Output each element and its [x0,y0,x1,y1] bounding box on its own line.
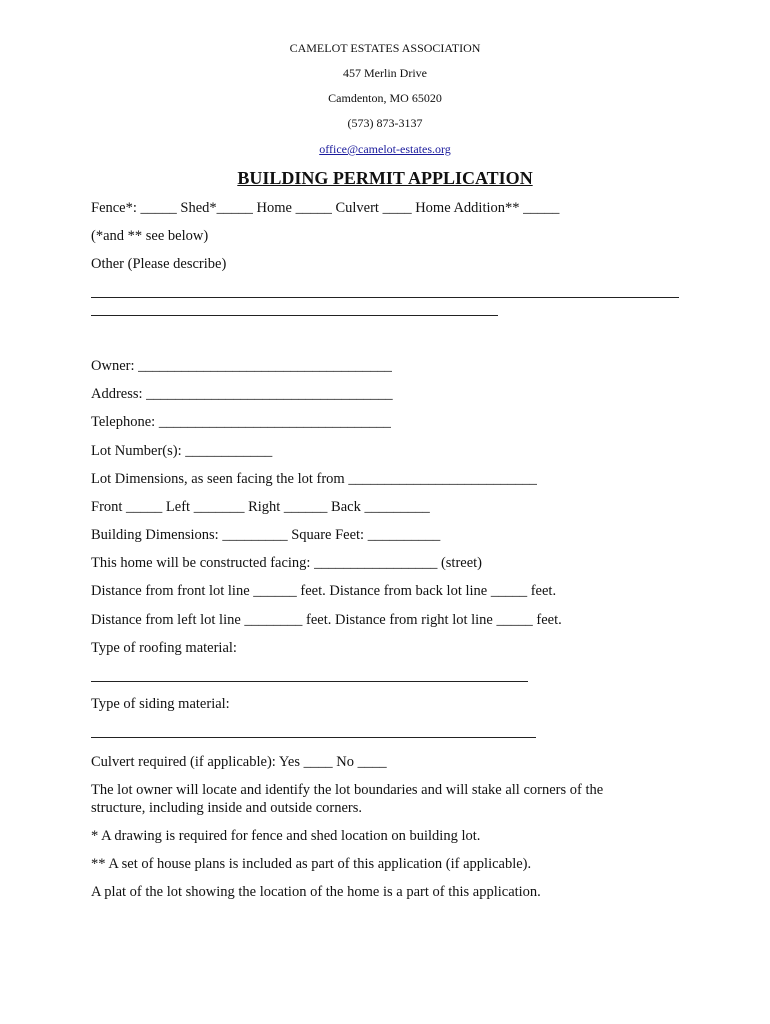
plat-note: A plat of the lot showing the location of the home is a part of this application. [91,884,541,900]
distance-front-back-field[interactable]: Distance from front lot line ______ feet. Distance from back lot line _____ feet. [91,583,557,599]
org-name: CAMELOT ESTATES ASSOCIATION [289,41,481,55]
org-phone: (573) 873-3137 [347,116,423,130]
stake-note: The lot owner will locate and identify the lot boundaries and will stake all corners of the structure, including inside and outside corners. [91,782,604,816]
roofing-material-line[interactable] [91,681,528,682]
distance-left-right-field[interactable]: Distance from left lot line ________ feet. Distance from right lot line _____ feet. [91,612,562,628]
siding-label: Type of siding material: [91,696,230,712]
other-description-line-2[interactable] [91,315,498,316]
telephone-field[interactable]: Telephone: ________________________________ [91,414,391,430]
see-below-note: (*and ** see below) [91,228,209,244]
lot-dimensions-field[interactable]: Lot Dimensions, as seen facing the lot from __________________________ [91,471,537,487]
siding-material-line[interactable] [91,737,536,738]
org-street: 457 Merlin Drive [343,66,427,80]
plans-note: ** A set of house plans is included as part of this application (if applicable). [91,856,532,872]
building-dimensions-field[interactable]: Building Dimensions: _________ Square Feet: __________ [91,527,441,543]
org-email-link[interactable]: office@camelot-estates.org [319,142,451,156]
form-title: BUILDING PERMIT APPLICATION [237,168,533,188]
lot-number-field[interactable]: Lot Number(s): ____________ [91,443,273,459]
owner-field[interactable]: Owner: ___________________________________ [91,358,392,374]
other-label: Other (Please describe) [91,256,227,272]
roofing-label: Type of roofing material: [91,640,237,656]
permit-type-line[interactable]: Fence*: _____ Shed*_____ Home _____ Culvert ____ Home Addition** _____ [91,200,560,216]
org-city: Camdenton, MO 65020 [328,91,442,105]
address-field[interactable]: Address: __________________________________ [91,386,393,402]
facing-street-field[interactable]: This home will be constructed facing: _________________ (street) [91,555,483,571]
culvert-field[interactable]: Culvert required (if applicable): Yes ____ No ____ [91,754,387,770]
lot-sides-field[interactable]: Front _____ Left _______ Right ______ Back _________ [91,499,430,515]
other-description-line-1[interactable] [91,297,679,298]
drawing-note: * A drawing is required for fence and shed location on building lot. [91,828,481,844]
